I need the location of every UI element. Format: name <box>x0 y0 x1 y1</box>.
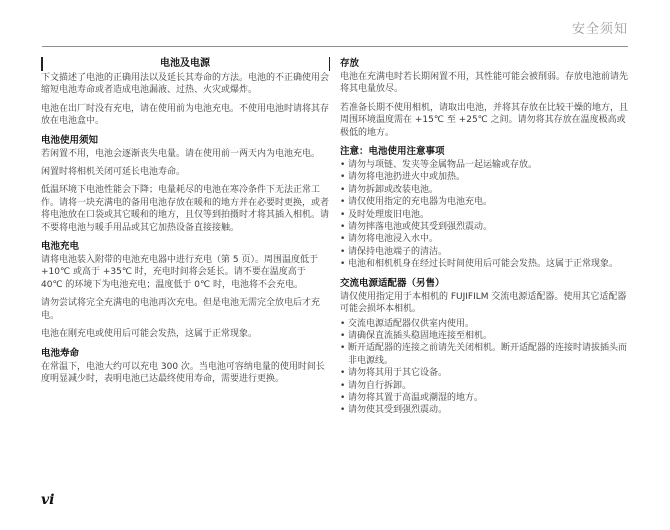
adapter-heading: 交流电源适配器（另售） <box>340 277 445 289</box>
bullet-icon: • <box>340 380 346 391</box>
list-item <box>340 159 630 171</box>
list-item <box>340 342 630 367</box>
list-item <box>340 246 630 258</box>
list-item-text: 请勿将电池浸入水中。 <box>348 234 439 245</box>
list-item <box>340 318 630 330</box>
list-item-text: 电池和相机机身在经过长时间使用后可能会发热。这属于正常现象。 <box>348 259 619 270</box>
title-bar-left <box>41 57 43 71</box>
bullet-icon: • <box>340 197 346 208</box>
bullet-icon: • <box>340 392 346 403</box>
list-item <box>340 258 630 270</box>
right-column <box>340 57 630 423</box>
charge-heading: 电池充电 <box>41 241 80 253</box>
list-item <box>340 367 630 379</box>
bullet-icon: • <box>340 209 346 220</box>
list-item-text: 交流电源适配器仅供室内使用。 <box>348 318 475 329</box>
list-item <box>340 392 630 404</box>
bullet-icon: • <box>340 405 346 416</box>
life-paragraph-1: 在常温下，电池大约可以充电 300 次。当电池可容纳电量的使用时间长度明显减少时，表明电池已达最终使用寿命，需要进行更换。 <box>41 361 325 384</box>
caution-list <box>340 159 630 271</box>
life-heading: 电池寿命 <box>41 347 80 359</box>
caution-heading: 注意：电池使用注意事项 <box>340 146 445 158</box>
bullet-icon: • <box>340 343 346 354</box>
list-item-text: 请勿使其受到强烈震动。 <box>348 405 448 416</box>
storage-paragraph-2: 若准备长期不使用相机，请取出电池，并将其存放在比较干燥的地方，且周围环境温度需在 +15℃ 至 +25℃ 之间。请勿将其存放在温度极高或极低的地方。 <box>340 102 629 138</box>
list-item-text: 请勿与项链、发夹等金属物品一起运输或存放。 <box>348 160 538 171</box>
list-item <box>340 221 630 233</box>
storage-heading: 存放 <box>340 58 360 69</box>
bullet-icon: • <box>340 172 346 183</box>
list-item-text: 请勿自行拆卸。 <box>348 380 412 391</box>
bullet-icon: • <box>340 368 346 379</box>
intro-paragraph: 下文描述了电池的正确用法以及延长其寿命的方法。电池的不正确使用会缩短电池寿命或者造成电池漏液、过热、火灾或爆炸。 <box>41 73 330 96</box>
list-item-text: 请勿拆卸或改装电池。 <box>348 184 439 195</box>
header-title: 安全须知 <box>571 22 628 37</box>
left-column <box>41 57 329 391</box>
bullet-icon: • <box>340 184 346 195</box>
list-item-text: 请勿将其置于高温或潮湿的地方。 <box>348 392 484 403</box>
list-item <box>340 330 630 342</box>
list-item-text: 请仅使用指定的充电器为电池充电。 <box>348 197 493 208</box>
list-item <box>340 380 630 392</box>
adapter-paragraph-1: 请仅使用指定用于本相机的 FUJIFILM 交流电源适配器。使用其它适配器可能会损坏本相机。 <box>340 291 627 315</box>
storage-paragraph-1: 电池在充满电时若长期闲置不用，其性能可能会被削弱。存放电池前请先将其电量放尽。 <box>340 72 629 95</box>
intro-paragraph-2: 电池在出厂时没有充电，请在使用前为电池充电。不使用电池时请将其存放在电池盒中。 <box>41 103 330 127</box>
section-title: 电池及电源 <box>160 58 210 69</box>
list-item <box>340 209 630 221</box>
list-item <box>340 196 630 208</box>
bullet-icon: • <box>340 259 346 270</box>
bullet-icon: • <box>340 160 346 171</box>
list-item <box>340 184 630 196</box>
bullet-icon: • <box>340 318 346 329</box>
list-item <box>340 404 630 416</box>
list-item-text: 断开适配器的连接之前请先关闭相机。断开适配器的连接时请拔插头而非电源线。 <box>348 343 628 366</box>
list-item-text: 请保持电池端子的清洁。 <box>348 246 448 257</box>
charge-paragraph-1: 请将电池装入附带的电池充电器中进行充电（第 5 页）。周围温度低于 +10℃ 或高于 +35℃ 时，充电时间将会延长。请不要在温度高于 40℃ 的环境下为电池充电；温度低于 0℃ 时，电池将不会充电。 <box>41 255 318 290</box>
list-item-text: 请勿将其用于其它设备。 <box>348 368 448 379</box>
list-item-text: 请勿将电池扔进火中或加热。 <box>348 172 466 183</box>
list-item-text: 请勿摔落电池或使其受到强烈震动。 <box>348 222 493 233</box>
bullet-icon: • <box>340 330 346 341</box>
section-title-box <box>41 57 329 70</box>
care-heading: 电池使用须知 <box>41 134 99 146</box>
list-item-text: 及时处理废旧电池。 <box>348 209 430 220</box>
list-item <box>340 171 630 183</box>
title-bar-right <box>329 57 331 71</box>
header-rule <box>42 46 628 47</box>
care-paragraph-1: 若闲置不用，电池会逐渐丧失电量。请在使用前一两天内为电池充电。 <box>41 148 321 159</box>
list-item <box>340 233 630 245</box>
charge-paragraph-2: 请勿尝试将完全充满电的电池再次充电。但是电池无需完全放电后才充电。 <box>41 298 321 321</box>
care-paragraph-2: 闲置时将相机关闭可延长电池寿命。 <box>41 167 186 178</box>
adapter-list <box>340 318 630 417</box>
care-paragraph-3: 低温环境下电池性能会下降；电量耗尽的电池在寒冷条件下无法正常工作。请将一块充满电的备用电池存放在暖和的地方并在必要时更换，或者将电池放在口袋或其它暖和的地方，且仅等到拍摄时才将其插入相机。请不要将电池与暖手用品或其它加热设备直接接触。 <box>41 185 330 233</box>
bullet-icon: • <box>340 234 346 245</box>
bullet-icon: • <box>340 246 346 257</box>
page-number: vi <box>41 492 55 508</box>
charge-paragraph-3: 电池在刚充电或使用后可能会发热，这属于正常现象。 <box>41 329 258 340</box>
list-item-text: 请确保直流插头稳固地连接至相机。 <box>348 330 493 341</box>
bullet-icon: • <box>340 222 346 233</box>
